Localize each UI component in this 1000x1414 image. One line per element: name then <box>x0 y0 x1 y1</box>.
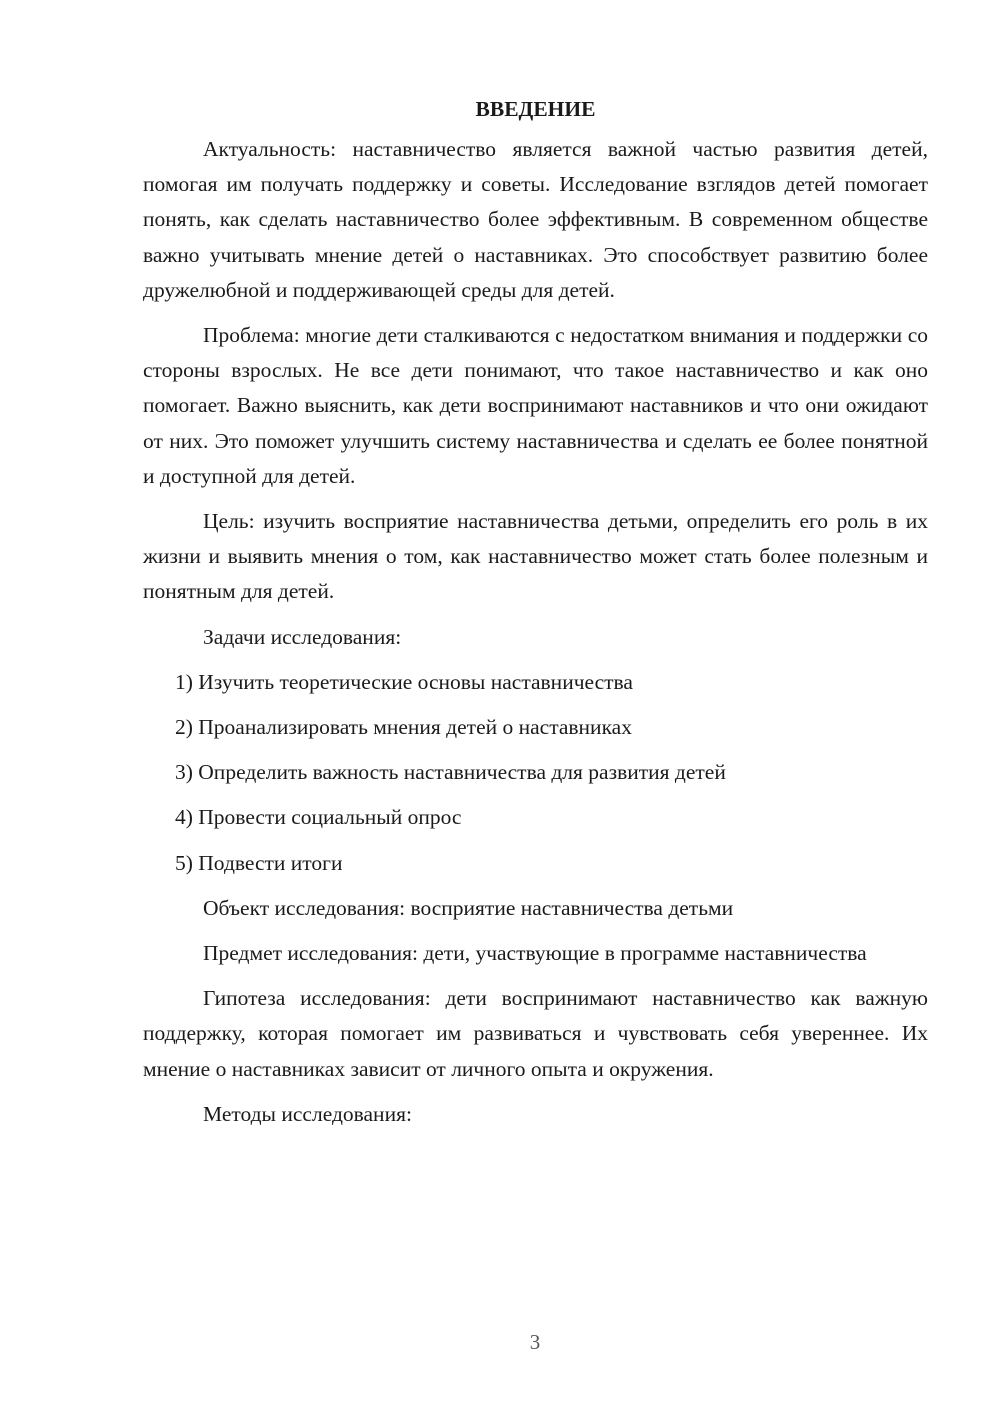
subject-paragraph: Предмет исследования: дети, участвующие в программе наставничества <box>203 941 867 966</box>
section-title: ВВЕДЕНИЕ <box>475 97 596 121</box>
task-item: 2) Проанализировать мнения детей о наставниках <box>175 715 632 740</box>
hypothesis-paragraph: Гипотеза исследования: дети воспринимают наставничество как важную поддержку, которая помогает им развиваться и чувствовать себя увереннее. Их мнение о наставниках зависит от личного опыта и окружения. <box>143 986 928 1081</box>
object-paragraph: Объект исследования: восприятие наставничества детьми <box>203 895 734 920</box>
task-item: 5) Подвести итоги <box>175 850 343 875</box>
document-page <box>143 92 928 1142</box>
task-item: 4) Провести социальный опрос <box>175 805 462 830</box>
tasks-heading: Задачи исследования: <box>203 624 402 649</box>
tasks-list <box>143 665 928 881</box>
problem-paragraph: Проблема: многие дети сталкиваются с недостатком внимания и поддержки со стороны взрослых. Не все дети понимают, что такое наставничество и как оно помогает. Важно выяснить, как дети воспринимают наставников и что они ожидают от них. Это поможет улучшить систему наставничества и сделать ее более понятной и доступной для детей. <box>143 323 928 488</box>
relevance-paragraph: Актуальность: наставничество является важной частью развития детей, помогая им получать поддержку и советы. Исследование взглядов детей помогает понять, как сделать наставничество более эффективным. В современном обществе важно учитывать мнение детей о наставниках. Это способствует развитию более дружелюбной и поддерживающей среды для детей. <box>143 137 928 302</box>
task-item: 1) Изучить теоретические основы наставничества <box>175 669 633 694</box>
methods-heading: Методы исследования: <box>203 1101 412 1126</box>
page-number: 3 <box>529 1330 541 1354</box>
goal-paragraph: Цель: изучить восприятие наставничества детьми, определить его роль в их жизни и выявить мнения о том, как наставничество может стать более полезным и понятным для детей. <box>143 509 928 604</box>
task-item: 3) Определить важность наставничества для развития детей <box>175 760 726 785</box>
